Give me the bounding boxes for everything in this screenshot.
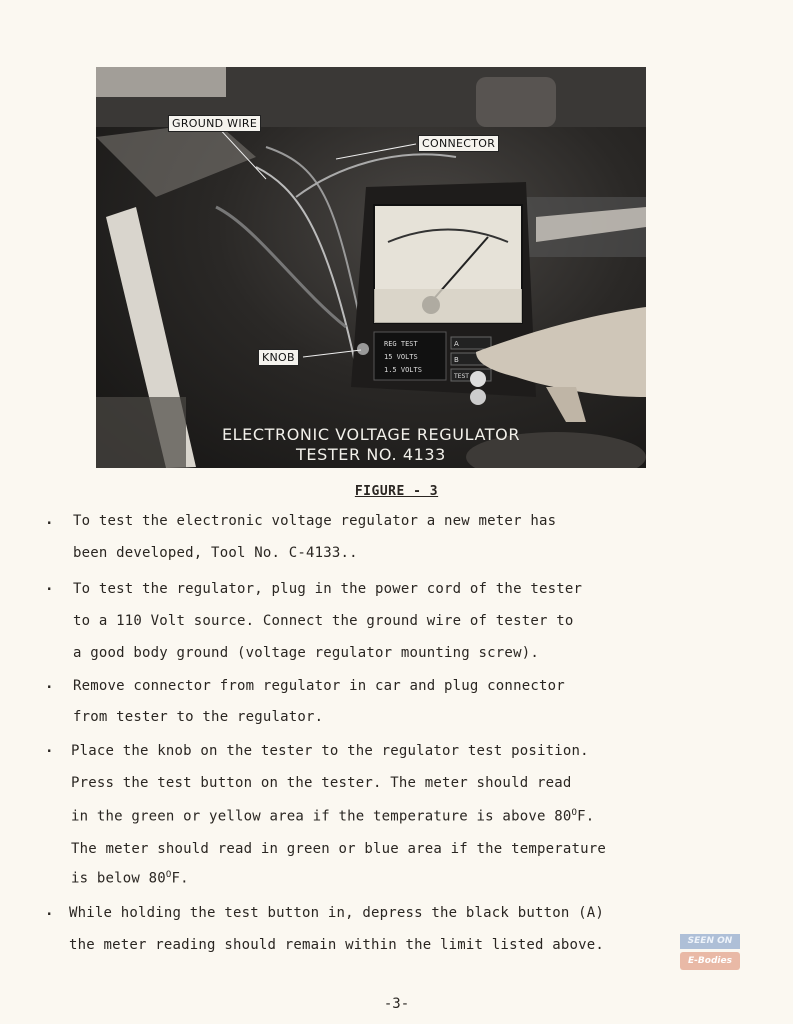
watermark-line-1: SEEN ON: [680, 934, 740, 949]
body-line-text: is below 80: [71, 870, 166, 887]
bullet: .: [45, 578, 54, 594]
panel-row3: 1.5 VOLTS: [384, 366, 422, 374]
watermark-badge: [680, 934, 740, 974]
body-line: the meter reading should remain within the limit listed above.: [69, 937, 604, 953]
panel-row1: REG TEST: [384, 340, 418, 348]
label-connector: CONNECTOR: [418, 135, 499, 152]
body-line: from tester to the regulator.: [73, 709, 324, 725]
unit-f: F.: [577, 808, 595, 825]
body-line-text: in the green or yellow area if the temperature is above 80: [71, 808, 572, 825]
caption-line-2: TESTER NO. 4133: [296, 445, 446, 464]
bullet: .: [45, 676, 54, 692]
caption-line-1: ELECTRONIC VOLTAGE REGULATOR: [221, 425, 521, 444]
label-knob: KNOB: [258, 349, 299, 366]
label-ground-wire: GROUND WIRE: [168, 115, 261, 132]
panel-row2: 15 VOLTS: [384, 353, 418, 361]
body-line: While holding the test button in, depress the black button (A): [69, 905, 604, 921]
figure-photo: [96, 67, 646, 468]
body-line: been developed, Tool No. C-4133..: [73, 545, 358, 561]
body-line: Place the knob on the tester to the regulator test position.: [71, 743, 589, 759]
body-line: [71, 870, 189, 887]
page-number: -3-: [383, 996, 410, 1012]
body-line: a good body ground (voltage regulator mounting screw).: [73, 645, 539, 661]
body-line: To test the regulator, plug in the power cord of the tester: [73, 581, 583, 597]
degree-mark: O: [571, 808, 578, 818]
body-line: To test the electronic voltage regulator a new meter has: [73, 513, 557, 529]
bullet: .: [45, 512, 54, 528]
body-line: The meter should read in green or blue area if the temperature: [71, 841, 606, 857]
panel-btn-test: TEST: [454, 373, 469, 380]
panel-btn-b: B: [454, 356, 459, 364]
figure-title: [0, 484, 793, 499]
body-line: Press the test button on the tester. The meter should read: [71, 775, 572, 791]
body-line: [71, 808, 594, 825]
figure-title-text: FIGURE - 3: [354, 484, 439, 499]
body-line: to a 110 Volt source. Connect the ground wire of tester to: [73, 613, 574, 629]
watermark-line-2: E-Bodies: [680, 952, 740, 970]
unit-f: F.: [171, 870, 189, 887]
bullet: .: [45, 740, 54, 756]
degree-mark: O: [165, 870, 172, 880]
body-line: Remove connector from regulator in car and plug connector: [73, 678, 565, 694]
bullet: .: [45, 903, 54, 919]
panel-btn-a: A: [454, 340, 459, 348]
